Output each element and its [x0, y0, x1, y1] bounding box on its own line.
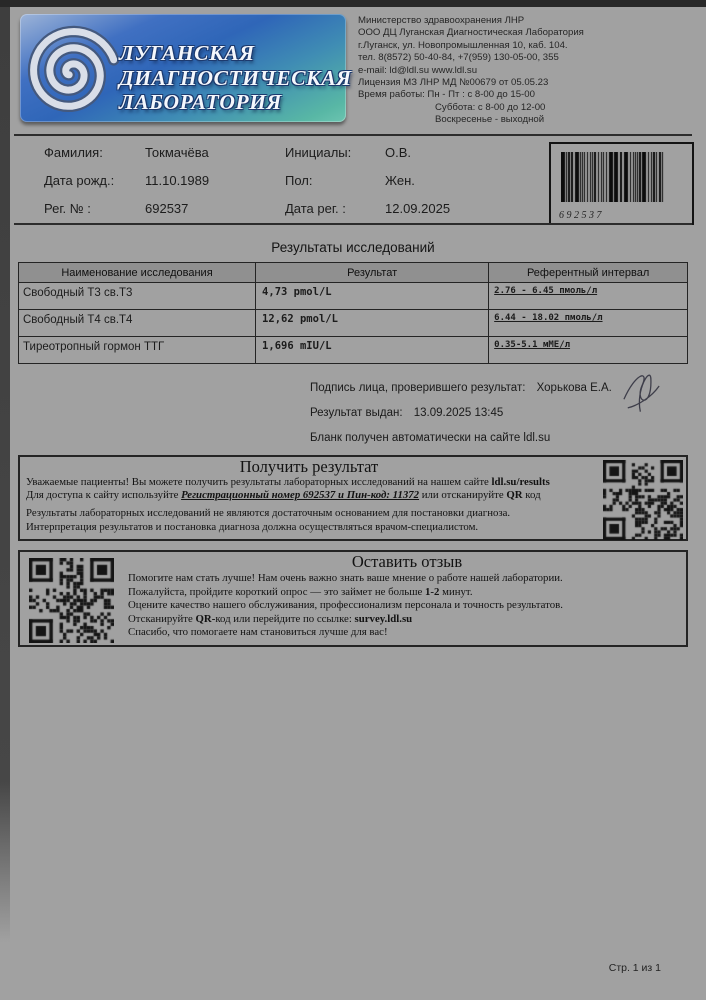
initials-label: Инициалы: [285, 145, 352, 160]
org-hours-saturday: Суббота: с 8-00 до 12-00 [435, 101, 546, 113]
test-reference: 6.44 - 18.02 пмоль/л [494, 313, 603, 323]
header-result: Результат [256, 263, 489, 283]
scan-left-edge [0, 7, 10, 952]
table-header-row [19, 263, 688, 283]
barcode-number: 692537 [559, 210, 604, 221]
results-table [18, 262, 688, 364]
auto-note: Бланк получен автоматически на сайте ldl.su [310, 432, 551, 444]
sex-value: Жен. [385, 173, 415, 188]
feedback-box [18, 550, 688, 647]
qr-code-survey [29, 558, 114, 643]
org-phones: тел. 8(8572) 50-40-84, +7(959) 130-05-00, 355 [358, 52, 559, 64]
sex-label: Пол: [285, 173, 313, 188]
disclaimer-line2: Интерпретация результатов и постановка диагноза должна осуществляться врачом-специалистом. [26, 520, 479, 533]
org-hours-sunday: Воскресенье - выходной [435, 114, 545, 126]
signature-block [310, 381, 612, 456]
results-title: Результаты исследований [271, 240, 435, 255]
feedback-line2: Пожалуйста, пройдите короткий опрос — это займет не больше 1-2 минут. [128, 585, 473, 598]
regnum-value: 692537 [145, 201, 189, 216]
test-result: 12,62 pmol/L [256, 310, 489, 337]
birthdate-label: Дата рожд.: [44, 173, 115, 188]
org-email: e-mail: ld@ldl.su www.ldl.su [358, 64, 478, 76]
test-name: Тиреотропный гормон ТТГ [19, 337, 256, 364]
issued-label: Результат выдан: [310, 407, 403, 419]
page-number: Стр. 1 из 1 [608, 962, 661, 974]
org-license: Лицензия МЗ ЛНР МД №00679 от 05.05.23 [358, 77, 549, 89]
test-name: Свободный Т4 св.Т4 [19, 310, 256, 337]
signer-label: Подпись лица, проверившего результат: [310, 382, 526, 394]
regdate-value: 12.09.2025 [385, 201, 451, 216]
lab-name-line3: ЛАБОРАТОРИЯ [119, 90, 282, 114]
feedback-line4: Отсканируйте QR-код или перейдите по ссылке: survey.ldl.su [128, 612, 413, 625]
header-divider [14, 134, 692, 136]
test-result: 1,696 mIU/L [256, 337, 489, 364]
patient-info [44, 144, 450, 218]
barcode-image [561, 152, 667, 202]
org-hours-weekdays: Время работы: Пн - Пт : с 8-00 до 15-00 [358, 89, 535, 101]
lab-name [119, 41, 352, 115]
feedback-line3: Оцените качество нашего обслуживания, профессионализм персонала и точность результатов. [128, 599, 563, 611]
initials-value: О.В. [385, 145, 412, 160]
header-reference: Референтный интервал [489, 263, 688, 283]
lab-name-line1: ЛУГАНСКАЯ [119, 41, 255, 65]
table-row [19, 337, 688, 364]
table-row [19, 283, 688, 310]
get-result-line2: Для доступа к сайту используйте Регистрационный номер 692537 и Пин-код: 11372 или отсканируйте QR код [26, 489, 541, 502]
birthdate-value: 11.10.1989 [145, 173, 210, 188]
lab-logo-banner [20, 14, 352, 122]
patient-divider [14, 223, 692, 225]
test-result: 4,73 pmol/L [256, 283, 489, 310]
reg-number-and-pin: Регистрационный номер 692537 и Пин-код: 11372 [181, 489, 420, 502]
spiral-logo-icon [21, 12, 123, 128]
test-reference: 0.35-5.1 мМЕ/л [494, 340, 571, 350]
get-result-line1: Уважаемые пациенты! Вы можете получить результаты лабораторных исследований на нашем сайте ldl.su/results [26, 476, 550, 488]
results-site-url: ldl.su/results [491, 476, 550, 488]
test-reference: 2.76 - 6.45 пмоль/л [494, 286, 598, 296]
get-result-title: Получить результат [239, 457, 379, 476]
feedback-line1: Помогите нам стать лучше! Нам очень важно знать ваше мнение о работе нашей лаборатории. [128, 572, 563, 584]
surname-label: Фамилия: [44, 145, 103, 160]
lab-name-line2: ДИАГНОСТИЧЕСКАЯ [119, 65, 352, 90]
org-ministry: Министерство здравоохранения ЛНР [358, 15, 525, 26]
test-name: Свободный Т3 св.Т3 [19, 283, 256, 310]
header-test-name: Наименование исследования [19, 263, 256, 283]
regdate-label: Дата рег. : [285, 201, 346, 216]
org-name: ООО ДЦ Луганская Диагностическая Лаборатория [358, 27, 584, 39]
regnum-label: Рег. № : [44, 201, 91, 216]
surname-value: Токмачёва [145, 145, 209, 160]
get-result-box [18, 455, 688, 541]
disclaimer-line1: Результаты лабораторных исследований не являются достаточным основанием для постановки диагноза. [26, 507, 511, 520]
scan-top-edge [0, 0, 706, 7]
org-address: г.Луганск, ул. Новопромышленная 10, каб. 104. [358, 39, 568, 51]
qr-code-results [603, 460, 683, 540]
survey-url: survey.ldl.su [354, 612, 413, 625]
barcode-box [549, 142, 694, 225]
handwritten-signature-icon [614, 363, 673, 424]
feedback-line5: Спасибо, что помогаете нам становиться лучше для вас! [128, 626, 388, 638]
table-row [19, 310, 688, 337]
signer-name: Хорькова Е.А. [536, 382, 612, 394]
feedback-title: Оставить отзыв [351, 552, 463, 571]
organization-info [358, 15, 584, 127]
issued-datetime: 13.09.2025 13:45 [413, 407, 504, 419]
